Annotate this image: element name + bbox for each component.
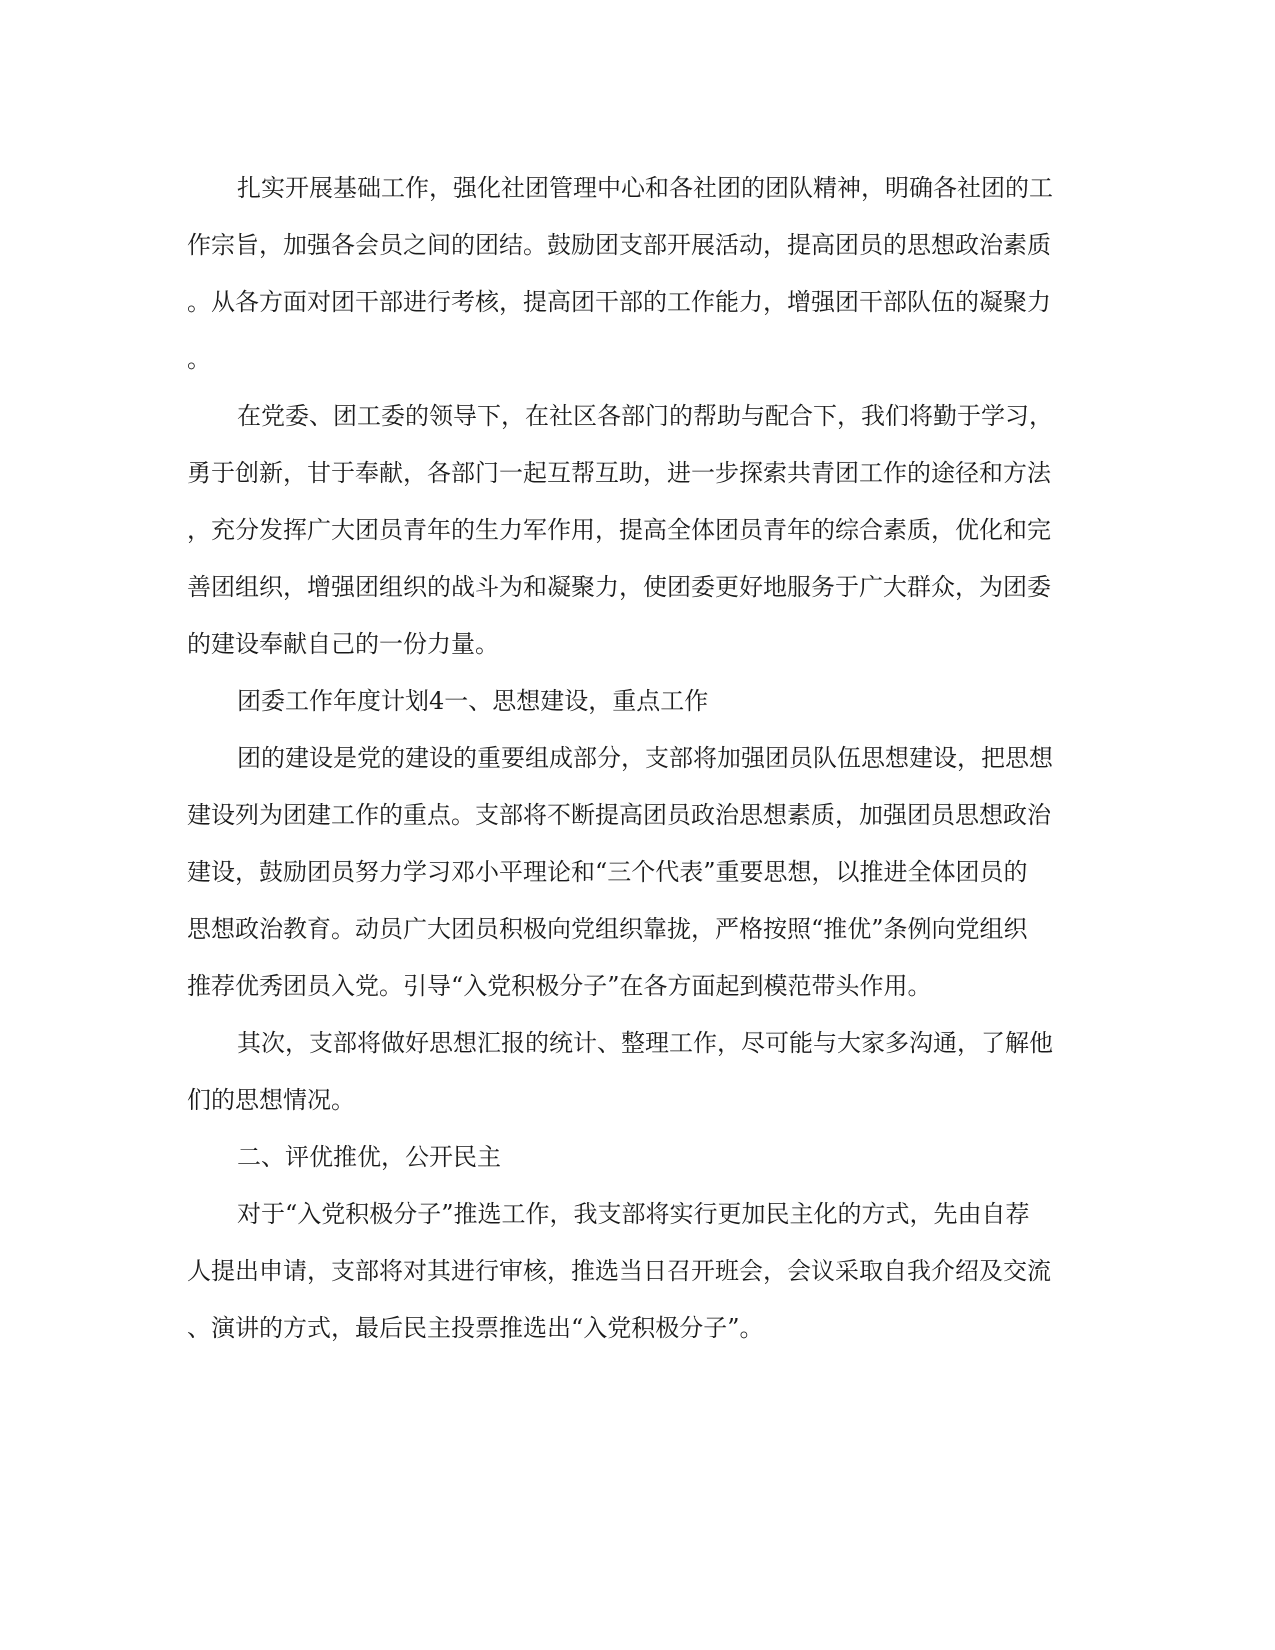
text-line: 推荐优秀团员入党。引导“入党积极分子”在各方面起到模范带头作用。 bbox=[187, 972, 932, 1000]
text-line: 们的思想情况。 bbox=[187, 1086, 355, 1114]
section-heading-1 bbox=[187, 673, 1087, 730]
text-line: 。 bbox=[187, 345, 211, 373]
text-line: 、演讲的方式，最后民主投票推选出“入党积极分子”。 bbox=[187, 1314, 764, 1342]
text-line: 勇于创新，甘于奉献，各部门一起互帮互助，进一步探索共青团工作的途径和方法 bbox=[187, 459, 1051, 487]
section-heading-2 bbox=[187, 1129, 1087, 1186]
paragraph-4 bbox=[187, 1015, 1087, 1129]
text-line: 的建设奉献自己的一份力量。 bbox=[187, 630, 499, 658]
document-page bbox=[187, 160, 1087, 1357]
heading-line: 团委工作年度计划4一、思想建设，重点工作 bbox=[237, 687, 709, 715]
heading-line: 二、评优推优，公开民主 bbox=[237, 1143, 501, 1171]
text-line: 。从各方面对团干部进行考核，提高团干部的工作能力，增强团干部队伍的凝聚力 bbox=[187, 288, 1051, 316]
text-line: 对于“入党积极分子”推选工作，我支部将实行更加民主化的方式，先由自荐 bbox=[237, 1200, 1030, 1228]
text-line: 扎实开展基础工作，强化社团管理中心和各社团的团队精神，明确各社团的工 bbox=[237, 174, 1053, 202]
text-line: 善团组织，增强团组织的战斗为和凝聚力，使团委更好地服务于广大群众，为团委 bbox=[187, 573, 1051, 601]
paragraph-3 bbox=[187, 730, 1087, 1015]
text-line: 作宗旨，加强各会员之间的团结。鼓励团支部开展活动，提高团员的思想政治素质 bbox=[187, 231, 1051, 259]
text-line: ，充分发挥广大团员青年的生力军作用，提高全体团员青年的综合素质，优化和完 bbox=[187, 516, 1051, 544]
text-line: 思想政治教育。动员广大团员积极向党组织靠拢，严格按照“推优”条例向党组织 bbox=[187, 915, 1028, 943]
paragraph-2 bbox=[187, 388, 1087, 673]
text-line: 建设，鼓励团员努力学习邓小平理论和“三个代表”重要思想，以推进全体团员的 bbox=[187, 858, 1028, 886]
text-line: 建设列为团建工作的重点。支部将不断提高团员政治思想素质，加强团员思想政治 bbox=[187, 801, 1051, 829]
text-line: 其次，支部将做好思想汇报的统计、整理工作，尽可能与大家多沟通，了解他 bbox=[237, 1029, 1053, 1057]
text-line: 人提出申请，支部将对其进行审核，推选当日召开班会，会议采取自我介绍及交流 bbox=[187, 1257, 1051, 1285]
text-line: 团的建设是党的建设的重要组成部分，支部将加强团员队伍思想建设，把思想 bbox=[237, 744, 1053, 772]
paragraph-5 bbox=[187, 1186, 1087, 1357]
text-line: 在党委、团工委的领导下，在社区各部门的帮助与配合下，我们将勤于学习， bbox=[237, 402, 1053, 430]
paragraph-1 bbox=[187, 160, 1087, 388]
